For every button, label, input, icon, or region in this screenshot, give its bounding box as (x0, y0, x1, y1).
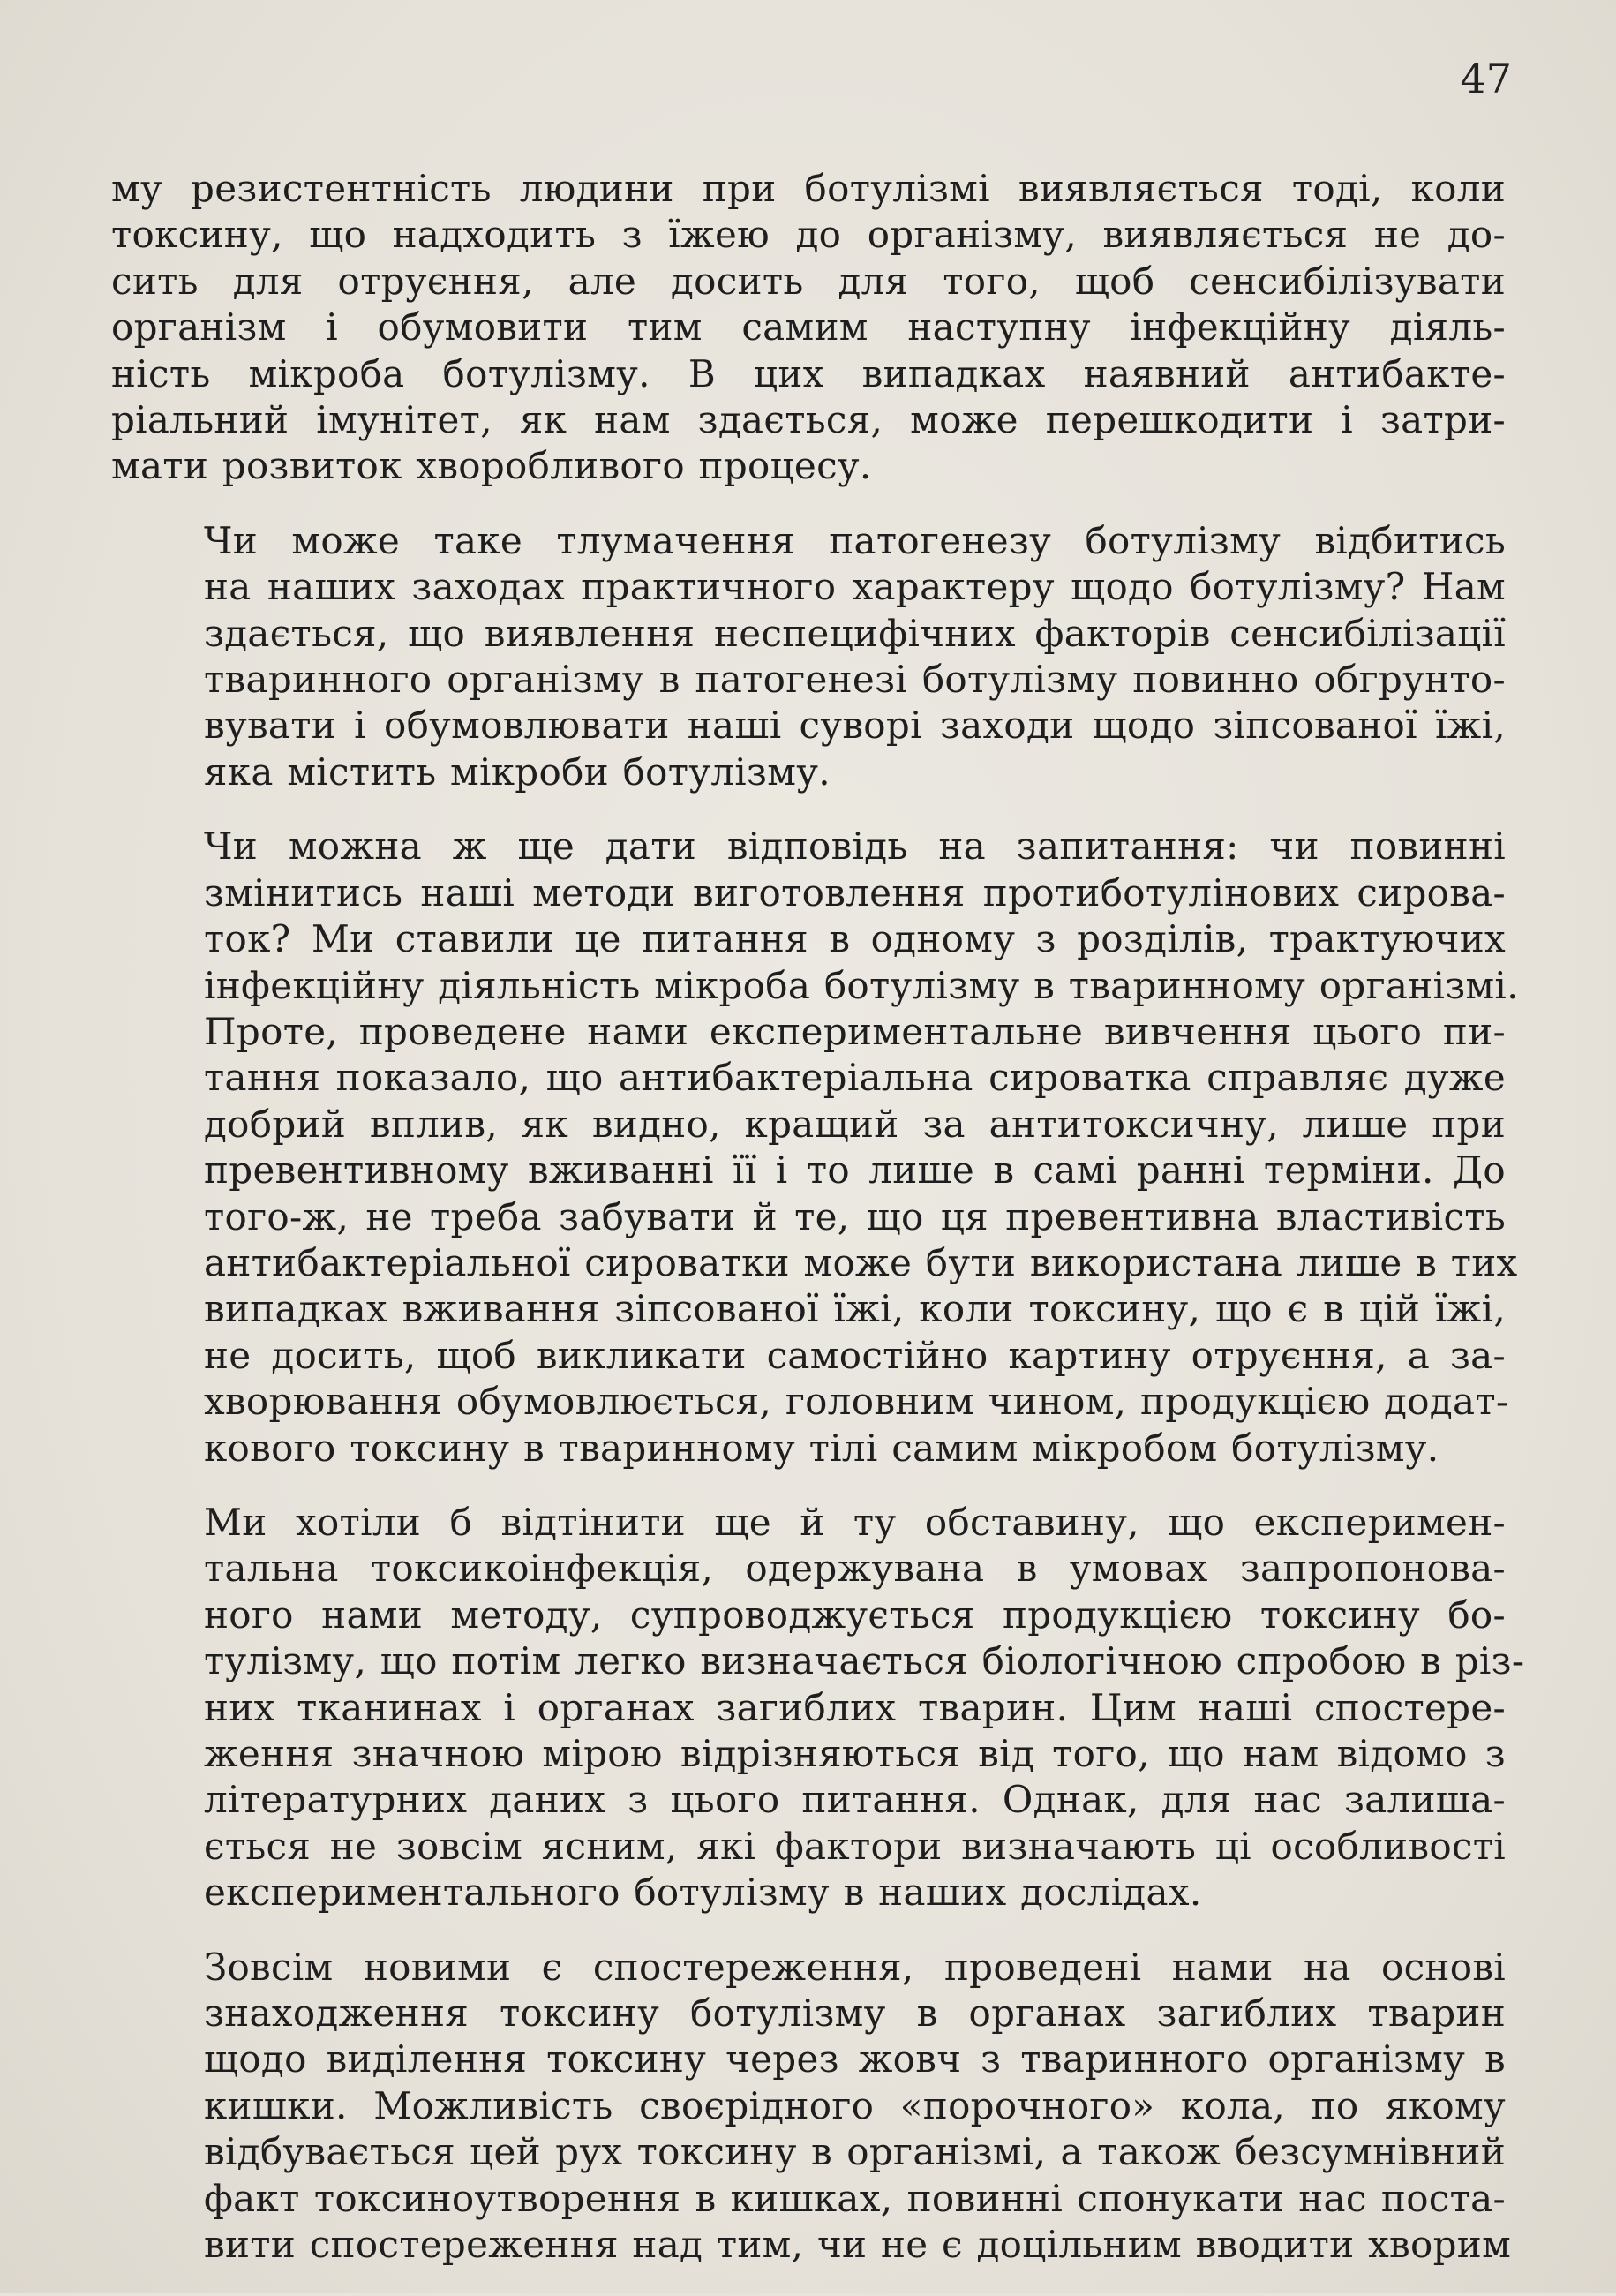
text-line: кишки. Можливість своєрідного «порочного» кола, по якому (204, 2083, 1506, 2127)
text-line: тальна токсикоінфекція, одержувана в умовах запропонова- (204, 1547, 1506, 1591)
text-line: сить для отруєння, але досить для того, щоб сенсибілізувати (111, 259, 1506, 303)
page-number: 47 (1460, 55, 1512, 102)
text-line: Чи можна ж ще дати відповідь на запитання: чи повинні (204, 824, 1506, 869)
text-line: кового токсину в тваринному тілі самим мікробом ботулізму. (204, 1426, 1439, 1470)
text-line: Зовсім новими є спостереження, проведені нами на основі (204, 1945, 1506, 1989)
text-line: ється не зовсім ясним, які фактори визначають ці особливості (204, 1824, 1506, 1868)
text-line: Ми хотіли б відтінити ще й ту обставину, що експеримен- (204, 1500, 1506, 1544)
text-line: тулізму, що потім легко визначається біологічною спробою в різ- (204, 1639, 1525, 1683)
text-line: на наших заходах практичного характеру щодо ботулізму? Нам (204, 565, 1506, 609)
text-line: токсину, що надходить з їжею до організму, виявляється не до- (111, 213, 1506, 257)
text-line: факт токсиноутворення в кишках, повинні спонукати нас поста- (204, 2176, 1506, 2220)
text-line: вити спостереження над тим, чи не є доцільним вводити хворим (204, 2223, 1512, 2267)
text-line: випадках вживання зіпсованої їжі, коли токсину, що є в цій їжі, (204, 1287, 1506, 1331)
paragraph (111, 518, 1506, 795)
paragraph (111, 166, 1506, 490)
text-line: Чи може таке тлумачення патогенезу ботулізму відбитись (204, 518, 1506, 562)
text-line: Проте, проведене нами експериментальне вивчення цього пи- (204, 1009, 1506, 1053)
text-line: них тканинах і органах загиблих тварин. Цим наші спостере- (204, 1685, 1506, 1729)
text-line: відбувається цей рух токсину в організмі, а також безсумнівний (204, 2130, 1506, 2174)
text-line: інфекційну діяльність мікроба ботулізму в тваринному організмі. (204, 963, 1519, 1007)
text-line: експериментального ботулізму в наших дослідах. (204, 1871, 1202, 1915)
text-line: тання показало, що антибактеріальна сироватка справляє дуже (204, 1056, 1506, 1100)
text-line: мати розвиток хворобливого процесу. (111, 444, 872, 488)
text-line: того-ж, не треба забувати й те, що ця превентивна властивість (204, 1194, 1506, 1238)
text-line: організм і обумовити тим самим наступну інфекційну діяль- (111, 305, 1506, 350)
text-line: превентивному вживанні її і то лише в самі ранні терміни. До (204, 1148, 1506, 1193)
text-line: тваринного організму в патогенезі ботулізму повинно обгрунто- (204, 658, 1506, 702)
paragraph (111, 824, 1519, 1472)
text-line: не досить, щоб викликати самостійно картину отруєння, а за- (204, 1333, 1506, 1377)
text-line: хворювання обумовлюється, головним чином, продукцією додат- (204, 1380, 1509, 1424)
text-line: ток? Ми ставили це питання в одному з розділів, трактуючих (204, 917, 1506, 961)
text-line: здається, що виявлення неспецифічних факторів сенсибілізації (204, 611, 1506, 655)
text-line: му резистентність людини при ботулізмі виявляється тоді, коли (111, 167, 1506, 210)
text-line: щодо виділення токсину через жовч з тваринного організму в (204, 2037, 1506, 2081)
text-line: літературних даних з цього питання. Однак, для нас залиша- (204, 1778, 1506, 1822)
text-line: вувати і обумовлювати наші суворі заходи щодо зіпсованої їжі, (204, 704, 1506, 748)
text-line: змінитись наші методи виготовлення протиботулінових сирова- (204, 870, 1506, 915)
text-line: ність мікроба ботулізму. В цих випадках наявний антибакте- (111, 351, 1506, 395)
paragraph (111, 1500, 1525, 1916)
text-line: знаходження токсину ботулізму в органах загиблих тварин (204, 1991, 1506, 2036)
body-text (111, 166, 1525, 2296)
text-line: добрий вплив, як видно, кращий за антитоксичну, лише при (204, 1102, 1506, 1146)
text-line: ного нами методу, супроводжується продукцією токсину бо- (204, 1592, 1506, 1637)
text-line: ження значною мірою відрізняються від того, що нам відомо з (204, 1732, 1506, 1775)
paragraph (111, 1945, 1512, 2269)
text-line: ріальний імунітет, як нам здається, може перешкодити і затри- (111, 398, 1506, 442)
text-line: яка містить мікроби ботулізму. (204, 749, 831, 794)
text-line: антибактеріальної сироватки може бути використана лише в тих (204, 1240, 1518, 1284)
